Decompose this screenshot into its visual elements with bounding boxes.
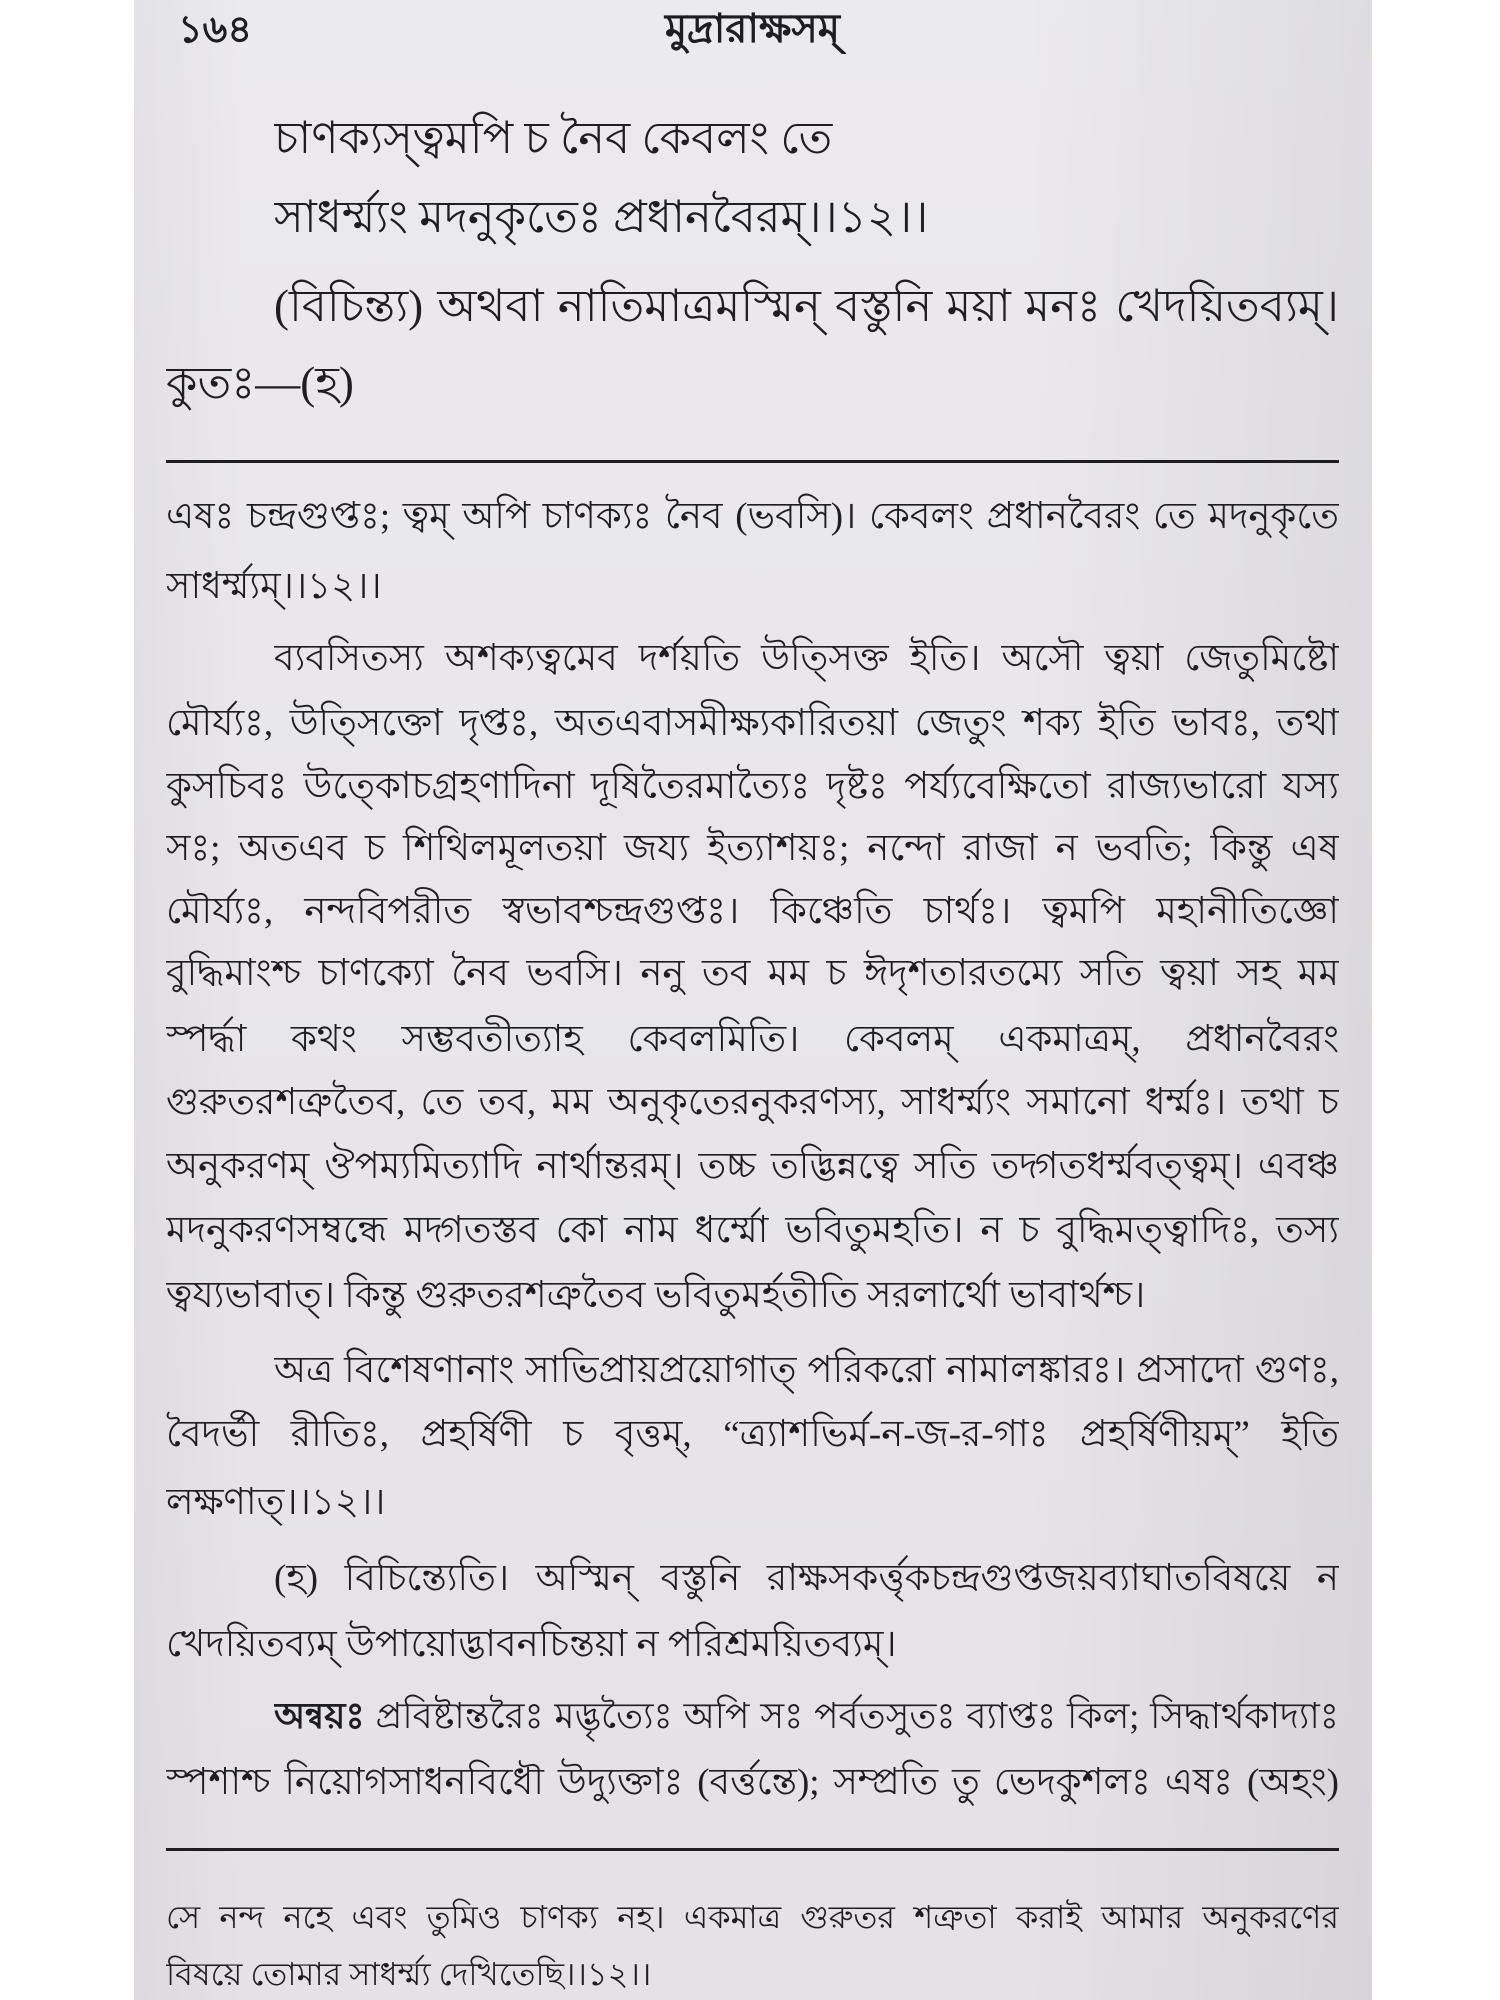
verse-line: সাধর্ম্ম্যং মদনুকৃতেঃ প্রধানবৈরম্।।১২।। (274, 192, 929, 242)
alankara-line: লক্ষণাত্।।১২।। (166, 1482, 386, 1523)
main-prose-line: কুতঃ—(হ) (166, 358, 354, 408)
prose-order-line: সাধর্ম্ম্যম্।।১২।। (166, 566, 382, 607)
explanation-line: মৌর্য্যঃ, উত্সিক্তো দৃপ্তঃ, অতএবাসমীক্ষ্যকারিতয়া জেতুং শক্য ইতি ভাবঃ, তথা (166, 703, 1339, 744)
alankara-line: অত্র বিশেষণানাং সাভিপ্রায়প্রয়োগাত্ পরিকরো নামালঙ্কারঃ। প্রসাদো গুণঃ, (274, 1350, 1339, 1391)
explanation-line: স্পর্দ্ধা কথং সম্ভবতীত্যাহ কেবলমিতি। কেবলম্ একমাত্রম্, প্রধানবৈরং (166, 1019, 1339, 1060)
note-h-line: খেদয়িতব্যম্ উপায়োদ্ভাবনচিন্তয়া ন পরিশ্রময়িতব্যম্। (166, 1624, 897, 1665)
running-title: মুদ্রারাক্ষসম্ (664, 6, 841, 51)
page-number: ১৬৪ (178, 9, 253, 51)
prose-order-line: এষঃ চন্দ্রগুপ্তঃ; ত্বম্ অপি চাণক্যঃ নৈব (ভবসি)। কেবলং প্রধানবৈরং তে মদনুকৃতে (166, 496, 1339, 537)
explanation-line: ত্বয্যভাবাত্। কিন্তু গুরুতরশত্রুতৈব ভবিতুমর্হতীতি সরলার্থো ভাবার্থশ্চ। (166, 1275, 1146, 1316)
explanation-line: গুরুতরশত্রুতৈব, তে তব, মম অনুকৃতেরনুকরণস্য, সাধর্ম্ম্যং সমানো ধর্ম্মঃ। তথা চ (166, 1082, 1339, 1123)
anvaya-text: প্রবিষ্টান্তরৈঃ মদ্ভৃত্যৈঃ অপি সঃ পর্বতসুতঃ ব্যাপ্তঃ কিল; সিদ্ধার্থকাদ্যাঃ (375, 1696, 1339, 1736)
explanation-line: মদনুকরণসম্বন্ধে মদ্গতস্তব কো নাম ধর্ম্মো ভবিতুমহতি। ন চ বুদ্ধিমত্ত্বাদিঃ, তস্য (166, 1210, 1339, 1251)
explanation-line: ব্যবসিতস্য অশক্যত্বমেব দর্শয়তি উত্সিক্ত ইতি। অসৌ ত্বয়া জেতুমিষ্টো (274, 638, 1339, 679)
translation-line: বিষয়ে তোমার সাধর্ম্ম্য দেখিতেছি।।১২।। (166, 1956, 652, 1992)
anvaya-line (274, 1688, 1339, 1744)
translation-line: সে নন্দ নহে এবং তুমিও চাণক্য নহ। একমাত্র গুরুতর শত্রুতা করাই আমার অনুকরণের (166, 1899, 1339, 1935)
footnote-rule (166, 1848, 1339, 1851)
verse-line: চাণক্যস্ত্বমপি চ নৈব কেবলং তে (274, 113, 833, 163)
note-h-line: (হ) বিচিন্ত্যেতি। অস্মিন্ বস্তুনি রাক্ষসকর্ত্তৃকচন্দ্রগুপ্তজয়ব্যাঘাতবিষয়ে ন (274, 1558, 1339, 1599)
explanation-line: কুসচিবঃ উত্কোচগ্রহণাদিনা দূষিতৈরমাত্যৈঃ দৃষ্টঃ পর্য্যবেক্ষিতো রাজ্যভারো যস্য (166, 766, 1339, 807)
explanation-line: বুদ্ধিমাংশ্চ চাণক্যো নৈব ভবসি। ননু তব মম চ ঈদৃশতারতম্যে সতি ত্বয়া সহ মম (166, 953, 1339, 994)
explanation-line: সঃ; অতএব চ শিথিলমূলতয়া জয্য ইত্যাশয়ঃ; নন্দো রাজা ন ভবতি; কিন্তু এষ (166, 828, 1339, 869)
anvaya-label: অন্বয়ঃ (274, 1696, 365, 1736)
main-prose-line: (বিচিন্ত্য) অথবা নাতিমাত্রমস্মিন্ বস্তুনি ময়া মনঃ খেদয়িতব্যম্। (274, 281, 1339, 331)
book-page (134, 0, 1372, 2000)
alankara-line: বৈদর্ভী রীতিঃ, প্রহর্ষিণী চ বৃত্তম্, “ত্র্যাশভির্ম-ন-জ-র-গাঃ প্রহর্ষিণীয়ম্” ইতি (166, 1414, 1339, 1455)
explanation-line: মৌর্য্যঃ, নন্দবিপরীত স্বভাবশ্চন্দ্রগুপ্তঃ। কিঞ্চেতি চার্থঃ। ত্বমপি মহানীতিজ্ঞো (166, 891, 1339, 932)
explanation-line: অনুকরণম্ ঔপম্যমিত্যাদি নার্থান্তরম্। তচ্চ তদ্ভিন্নত্বে সতি তদ্গতধর্ম্মবত্ত্বম্। এবঞ্চ (166, 1146, 1339, 1187)
anvaya-line: স্পশাশ্চ নিয়োগসাধনবিধৌ উদ্যুক্তাঃ (বর্ত্তন্তে); সম্প্রতি তু ভেদকুশলঃ এষঃ (অহং) (166, 1762, 1339, 1803)
section-rule (166, 460, 1339, 463)
